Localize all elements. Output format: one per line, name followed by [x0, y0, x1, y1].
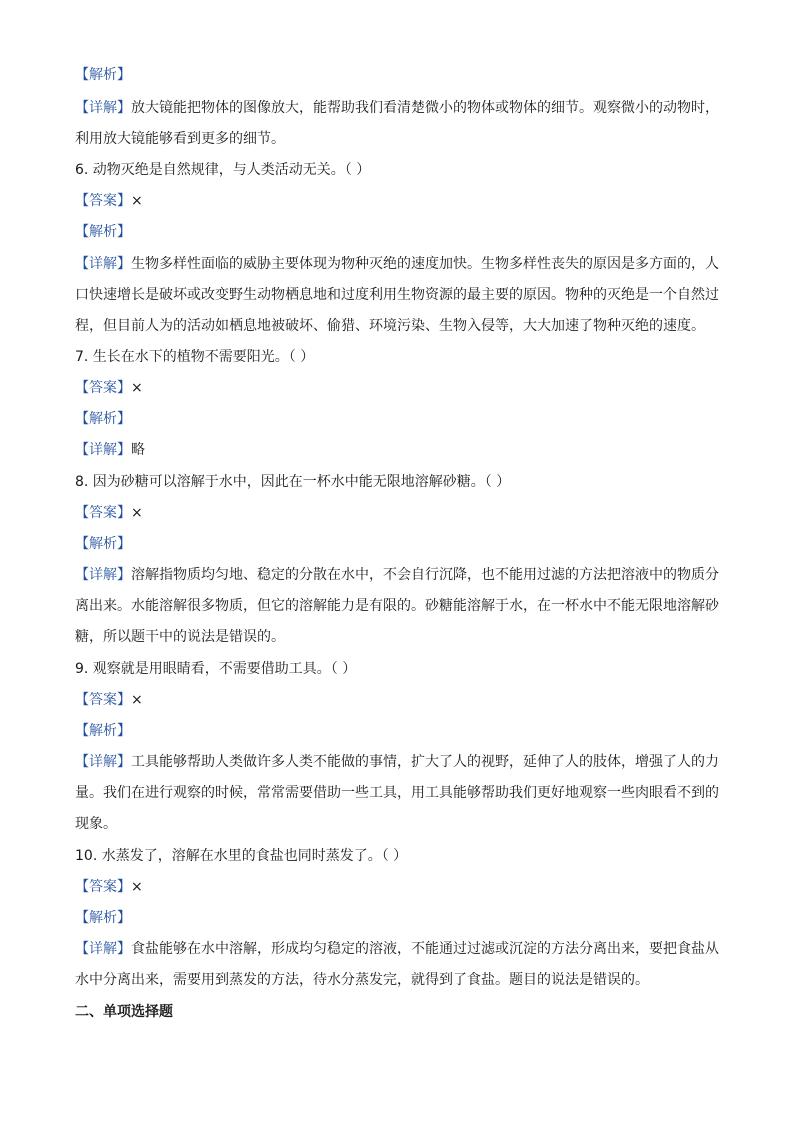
analysis-label: 【解析】	[75, 67, 131, 83]
answer-value: ×	[131, 380, 143, 396]
detail-label: 【详解】	[75, 941, 131, 957]
detail-text: 食盐能够在水中溶解，形成均匀稳定的溶液，不能通过过滤或沉淀的方法分离出来，要把食盐从	[131, 941, 719, 957]
detail-label: 【详解】	[75, 100, 131, 116]
detail-text: 水中分离出来，需要用到蒸发的方法，待水分蒸发完，就得到了食盐。题目的说法是错误的。	[75, 972, 649, 988]
section-heading: 二、单项选择题	[75, 1004, 173, 1020]
detail-text: 工具能够帮助人类做许多人类不能做的事情，扩大了人的视野，延伸了人的肢体，增强了人的力	[131, 754, 719, 770]
analysis-label: 【解析】	[75, 536, 131, 552]
detail-text: 放大镜能把物体的图像放大，能帮助我们看清楚微小的物体或物体的细节。观察微小的动物时，	[131, 100, 719, 116]
detail-line	[75, 940, 719, 958]
detail-text: 生物多样性面临的威胁主要体现为物种灭绝的速度加快。生物多样性丧失的原因是多方面的，人	[131, 256, 719, 272]
detail-label: 【详解】	[75, 442, 131, 458]
answer-label: 【答案】	[75, 879, 131, 895]
analysis-label: 【解析】	[75, 224, 131, 240]
analysis-label: 【解析】	[75, 910, 131, 926]
answer-line	[75, 379, 143, 397]
detail-line	[75, 566, 719, 584]
answer-line	[75, 691, 143, 709]
answer-label: 【答案】	[75, 692, 131, 708]
answer-label: 【答案】	[75, 380, 131, 396]
detail-line	[75, 441, 145, 459]
question-6: 6. 动物灭绝是自然规律，与人类活动无关。（ ）	[75, 162, 371, 178]
detail-text: 量。我们在进行观察的时候，常常需要借助一些工具，用工具能够帮助我们更好地观察一些肉眼看不到的	[75, 785, 719, 801]
detail-text: 程，但目前人为的活动如栖息地被破坏、偷猎、环境污染、生物入侵等，大大加速了物种灭绝的速度。	[75, 318, 705, 334]
detail-line	[75, 753, 719, 771]
detail-text: 略	[131, 442, 145, 458]
question-10: 10. 水蒸发了，溶解在水里的食盐也同时蒸发了。（ ）	[75, 848, 408, 864]
question-8: 8. 因为砂糖可以溶解于水中，因此在一杯水中能无限地溶解砂糖。（ ）	[75, 474, 511, 490]
detail-line	[75, 99, 719, 117]
answer-value: ×	[131, 193, 143, 209]
answer-line	[75, 192, 143, 210]
question-7: 7. 生长在水下的植物不需要阳光。（ ）	[75, 349, 315, 365]
detail-label: 【详解】	[75, 567, 131, 583]
detail-text: 利用放大镜能够看到更多的细节。	[75, 131, 285, 147]
analysis-label: 【解析】	[75, 411, 131, 427]
detail-text: 口快速增长是破坏或改变野生动物栖息地和过度利用生物资源的最主要的原因。物种的灭绝是一个自然过	[75, 287, 719, 303]
detail-text: 离出来。水能溶解很多物质，但它的溶解能力是有限的。砂糖能溶解于水，在一杯水中不能无限地溶解砂	[75, 598, 719, 614]
analysis-label: 【解析】	[75, 723, 131, 739]
detail-text: 现象。	[75, 816, 117, 832]
answer-value: ×	[131, 879, 143, 895]
answer-value: ×	[131, 692, 143, 708]
detail-label: 【详解】	[75, 256, 131, 272]
answer-line	[75, 878, 143, 896]
detail-line	[75, 255, 719, 273]
answer-line	[75, 504, 143, 522]
answer-value: ×	[131, 505, 143, 521]
question-9: 9. 观察就是用眼睛看，不需要借助工具。（ ）	[75, 661, 357, 677]
answer-label: 【答案】	[75, 505, 131, 521]
detail-text: 溶解指物质均匀地、稳定的分散在水中，不会自行沉降，也不能用过滤的方法把溶液中的物质分	[131, 567, 719, 583]
answer-label: 【答案】	[75, 193, 131, 209]
detail-label: 【详解】	[75, 754, 131, 770]
detail-text: 糖，所以题干中的说法是错误的。	[75, 629, 285, 645]
